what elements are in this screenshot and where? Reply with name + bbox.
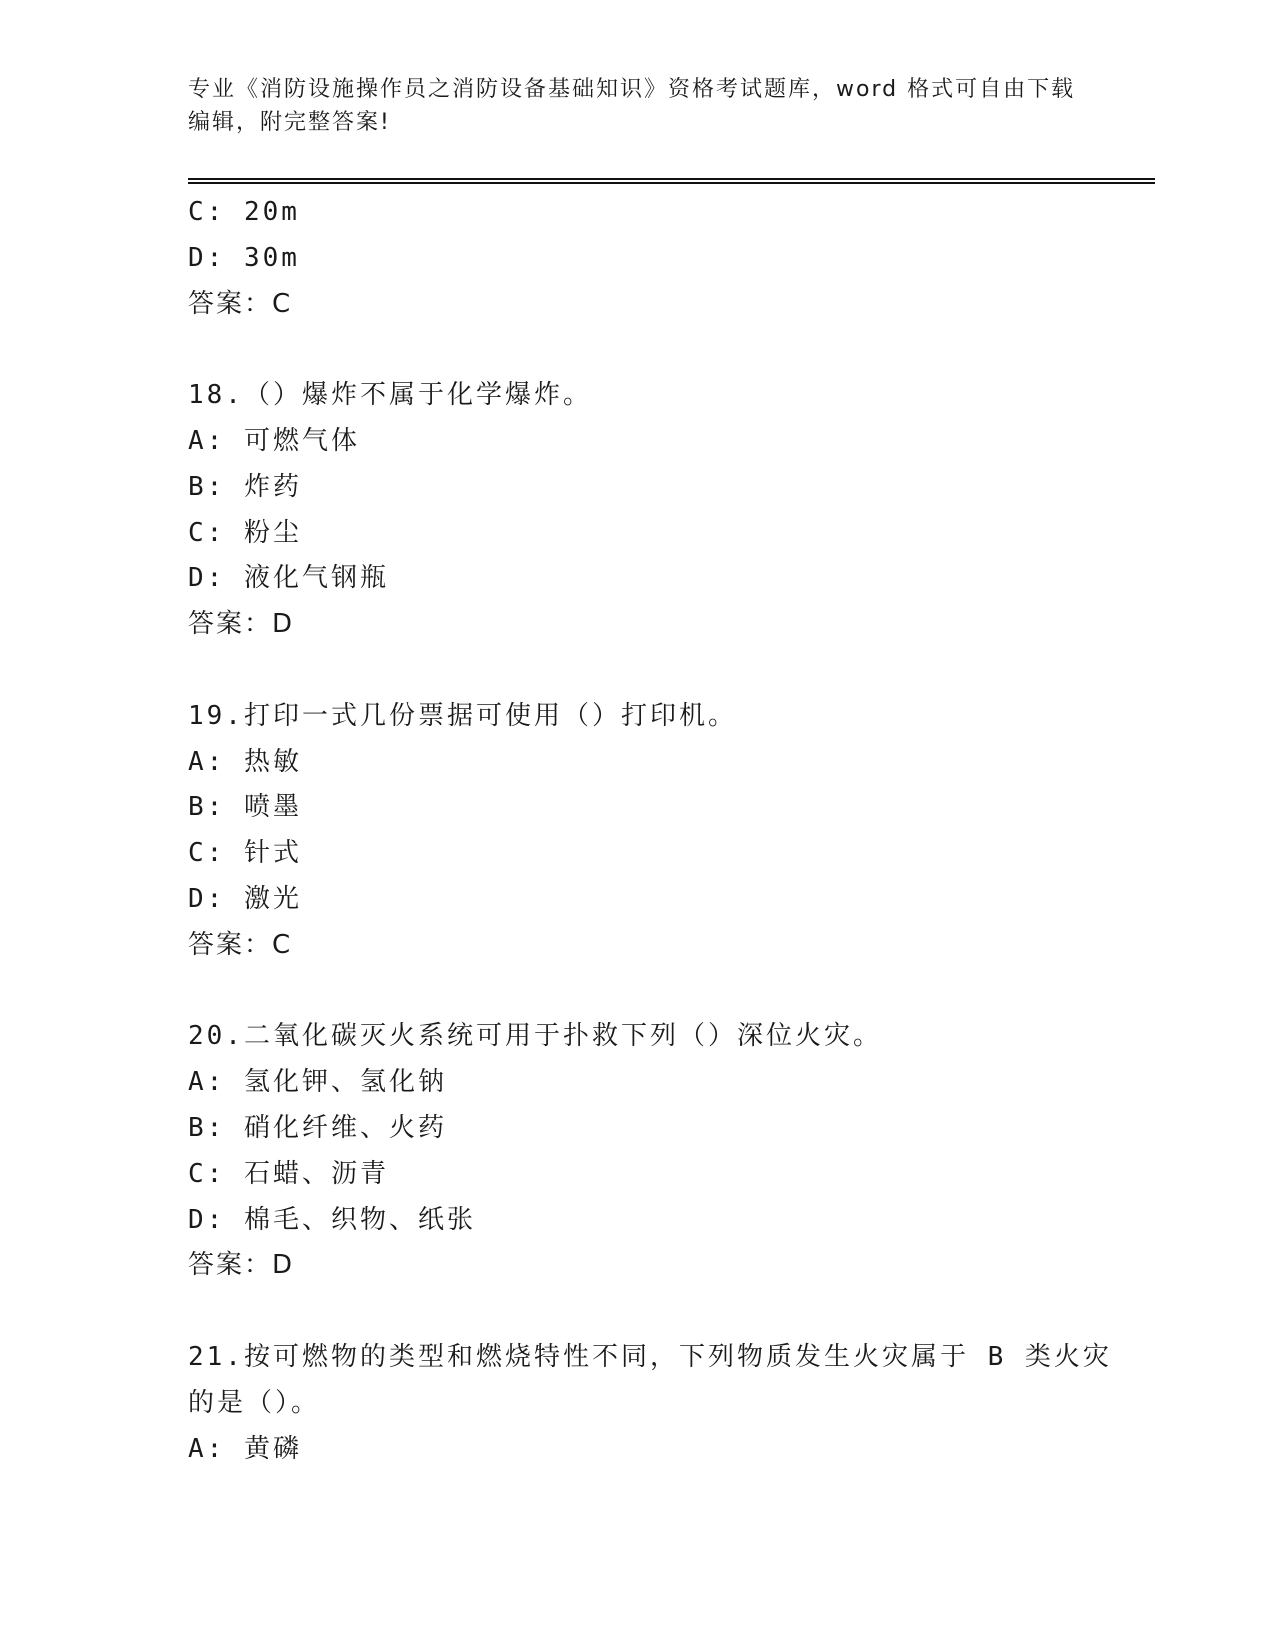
document-header: 专业《消防设施操作员之消防设备基础知识》资格考试题库，word 格式可自由下载编辑，附完整答案! bbox=[188, 77, 1076, 135]
answer: 答案：D bbox=[188, 609, 295, 640]
question-20 bbox=[188, 1014, 1088, 1289]
question-19 bbox=[188, 694, 1088, 969]
question-stem-line-2: 的是（）。 bbox=[188, 1387, 321, 1418]
option-d: D: 30m bbox=[188, 242, 300, 273]
option-c: C: 粉尘 bbox=[188, 517, 302, 548]
question-stem: 20.二氧化碳灭火系统可用于扑救下列（）深位火灾。 bbox=[188, 1021, 882, 1052]
answer: 答案：D bbox=[188, 1250, 295, 1281]
option-a: A: 可燃气体 bbox=[188, 425, 360, 456]
option-d: D: 液化气钢瓶 bbox=[188, 563, 389, 594]
option-c: C: 20m bbox=[188, 197, 300, 227]
question-stem-line-1: 21.按可燃物的类型和燃烧特性不同，下列物质发生火灾属于 B 类火灾 bbox=[188, 1341, 1112, 1372]
option-b: B: 喷墨 bbox=[188, 792, 302, 823]
option-c: C: 针式 bbox=[188, 838, 302, 869]
question-stem: 18.（）爆炸不属于化学爆炸。 bbox=[188, 380, 592, 411]
question-21 bbox=[188, 1335, 1112, 1472]
option-b: B: 硝化纤维、火药 bbox=[188, 1112, 447, 1143]
answer: 答案：C bbox=[188, 288, 293, 319]
header-divider-top bbox=[188, 178, 1155, 180]
answer: 答案：C bbox=[188, 929, 293, 960]
option-b: B: 炸药 bbox=[188, 471, 302, 502]
option-c: C: 石蜡、沥青 bbox=[188, 1158, 389, 1189]
option-a: A: 黄磷 bbox=[188, 1433, 302, 1464]
option-a: A: 氢化钾、氢化钠 bbox=[188, 1067, 447, 1098]
option-a: A: 热敏 bbox=[188, 746, 302, 777]
question-18 bbox=[188, 373, 1088, 648]
question-stem: 19.打印一式几份票据可使用（）打印机。 bbox=[188, 700, 737, 731]
question-list bbox=[188, 190, 1112, 1472]
option-d: D: 激光 bbox=[188, 883, 302, 914]
question-17-continuation bbox=[188, 190, 1088, 327]
header-divider-bottom bbox=[188, 182, 1155, 184]
option-d: D: 棉毛、织物、纸张 bbox=[188, 1204, 476, 1235]
